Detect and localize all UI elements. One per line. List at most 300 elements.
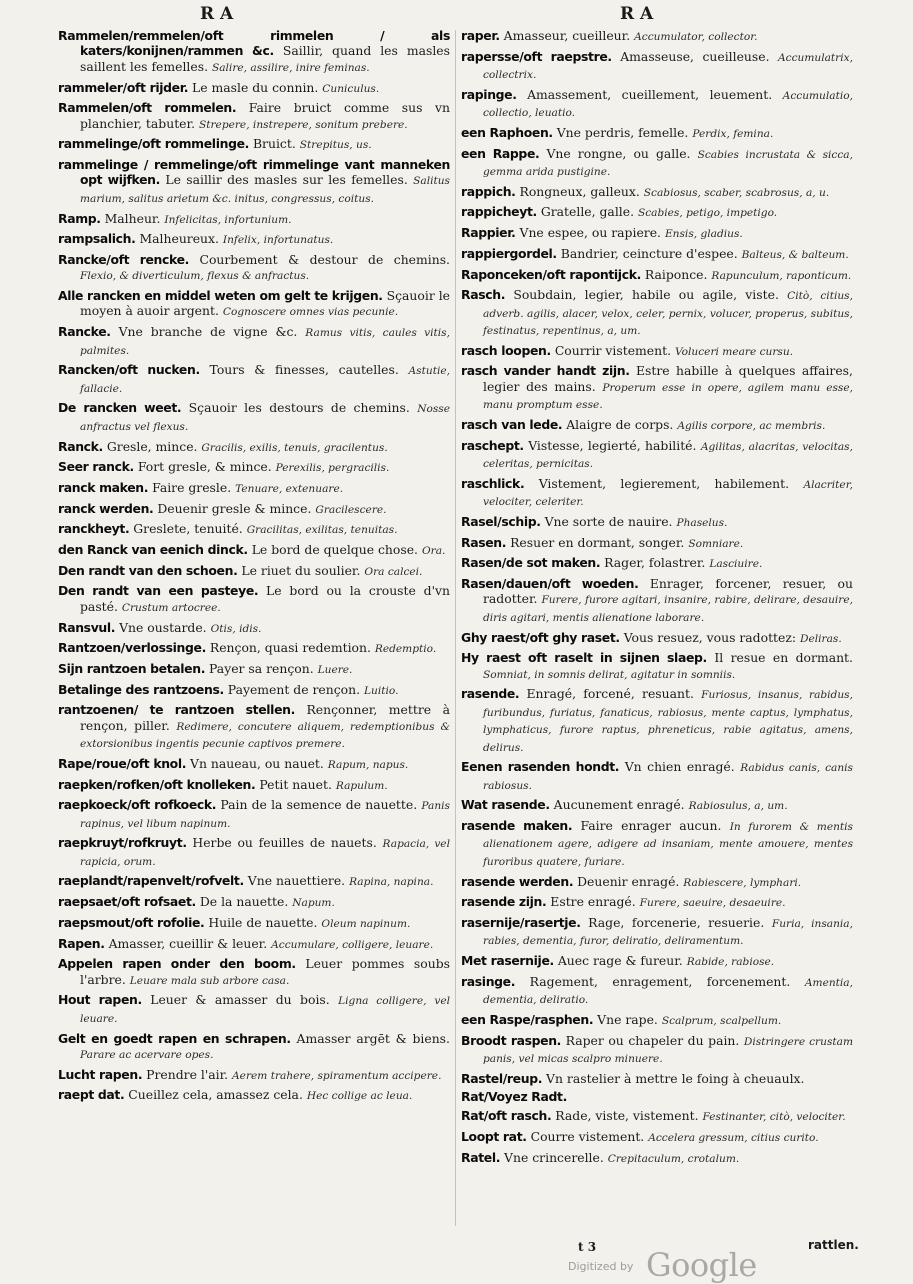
dictionary-entry <box>58 252 450 285</box>
latin-gloss: Strepitus, us. <box>299 139 372 152</box>
running-head-right: R A <box>620 4 654 24</box>
dictionary-entry <box>461 797 853 814</box>
latin-gloss: Phaselus. <box>676 516 728 529</box>
headword: raepkoeck/oft rofkoeck. <box>58 797 217 813</box>
headword: ranck maken. <box>58 479 149 495</box>
latin-gloss: Gracilis, exilis, tenuis, gracilentus. <box>201 441 388 454</box>
headword: Ranck. <box>58 438 103 454</box>
dictionary-entry <box>58 480 450 497</box>
french-gloss: Auec rage & fureur. <box>557 953 683 969</box>
dictionary-entry <box>58 956 450 989</box>
headword: Hout rapen. <box>58 992 142 1008</box>
headword: Den randt van een pasteye. <box>58 583 259 599</box>
dictionary-entry <box>461 818 853 870</box>
dictionary-entry <box>461 1033 853 1068</box>
headword: Broodt raspen. <box>461 1032 562 1048</box>
latin-gloss: Rabide, rabiose. <box>686 956 775 969</box>
latin-gloss: Accumulare, colligere, leuare. <box>271 938 434 951</box>
latin-gloss: Rapacia, vel rapicia, orum. <box>80 838 450 868</box>
latin-gloss: Agilitas, alacritas, velocitas, celeritas, pernicitas. <box>483 440 853 471</box>
latin-gloss: Festinanter, citò, velociter. <box>702 1111 846 1124</box>
latin-gloss: Rabidus canis, canis rabiosus. <box>483 762 853 792</box>
dictionary-entry <box>461 287 853 339</box>
french-gloss: Le saillir des masles sur les femelles. <box>165 172 408 188</box>
headword: raepsaet/oft rofsaet. <box>58 894 196 910</box>
dictionary-entry <box>58 873 450 890</box>
dictionary-entry <box>58 797 450 832</box>
latin-gloss: Cuniculus. <box>322 82 380 95</box>
dictionary-entry <box>461 438 853 473</box>
headword: Rancke/oft rencke. <box>58 251 189 267</box>
dictionary-entry <box>58 521 450 538</box>
latin-gloss: Somniat, in somnis delirat, agitatur in somniis. <box>483 668 736 681</box>
headword: Ratel. <box>461 1149 501 1165</box>
latin-gloss: Redimere, concutere aliquem, redemptionibus & extorsionibus ingentis pecunie captivos premere. <box>80 720 450 751</box>
headword: raschlick. <box>461 475 525 491</box>
dictionary-entry <box>58 211 450 228</box>
running-head-left: R A <box>200 4 234 24</box>
latin-gloss: Ramus vitis, caules vitis, palmites. <box>80 327 450 357</box>
french-gloss: Vn chien enragé. <box>624 759 735 775</box>
dictionary-entry <box>58 915 450 932</box>
page-footer <box>0 1238 913 1284</box>
latin-gloss: Parare ac acervare opes. <box>80 1048 214 1061</box>
french-gloss: Courbement & destour de chemins. <box>199 251 450 267</box>
french-gloss: Bandrier, ceincture d'espee. <box>560 245 738 261</box>
headword: rapersse/oft raepstre. <box>461 48 612 64</box>
latin-gloss: Ligna colligere, vel leuare. <box>80 995 450 1025</box>
left-column <box>58 28 450 1108</box>
headword: Rastel/reup. <box>461 1070 543 1086</box>
headword: Rat/oft rasch. <box>461 1108 552 1124</box>
dictionary-page <box>58 2 866 1232</box>
dictionary-entry <box>58 682 450 699</box>
latin-gloss: Perdix, femina. <box>692 127 774 140</box>
headword: Sijn rantzoen betalen. <box>58 660 206 676</box>
french-gloss: Vne crincerelle. <box>504 1149 604 1165</box>
french-gloss: Tours & finesses, cautelles. <box>209 362 399 378</box>
dictionary-entry <box>461 267 853 284</box>
latin-gloss: Oleum napinum. <box>321 917 411 930</box>
french-gloss: Estre enragé. <box>550 894 636 910</box>
running-head <box>58 2 866 24</box>
headword: Rancken/oft nucken. <box>58 362 200 378</box>
dictionary-entry <box>58 501 450 518</box>
headword: een Rappe. <box>461 145 540 161</box>
french-gloss: Amassement, cueillement, leuement. <box>527 86 773 102</box>
headword: Hy raest oft raselt in sijnen slaep. <box>461 650 707 666</box>
headword: Loopt rat. <box>461 1128 527 1144</box>
latin-gloss: Hec collige ac leua. <box>306 1090 413 1103</box>
dictionary-entry <box>58 439 450 456</box>
french-gloss: Huile de nauette. <box>208 914 318 930</box>
french-gloss: Leuer & amasser du bois. <box>150 992 330 1008</box>
french-gloss: Leuer pommes soubs l'arbre. <box>80 956 450 987</box>
french-gloss: Sçauoir les destours de chemins. <box>188 400 410 416</box>
dictionary-entry <box>58 324 450 359</box>
french-gloss: Courrir vistement. <box>554 342 672 358</box>
dictionary-entry <box>58 936 450 953</box>
latin-gloss: Amentia, dementia, deliratio. <box>483 976 853 1007</box>
french-gloss: Amasser argēt & biens. <box>296 1030 450 1046</box>
dictionary-entry <box>461 630 853 647</box>
dictionary-entry <box>58 157 450 207</box>
french-gloss: Le bord de quelque chose. <box>251 542 418 558</box>
french-gloss: Greslete, tenuité. <box>133 521 243 537</box>
latin-gloss: Lasciuire. <box>709 558 763 571</box>
latin-gloss: Flexio, & diverticulum, flexus & anfractus. <box>80 270 310 283</box>
latin-gloss: Rabiosulus, a, um. <box>688 800 788 813</box>
headword: Alle rancken en middel weten om gelt te krijgen. <box>58 288 383 304</box>
dictionary-entry <box>461 184 853 201</box>
latin-gloss: Distringere crustam panis, vel micas scalpro minuere. <box>483 1035 853 1066</box>
latin-gloss: Redemptio. <box>374 643 437 656</box>
french-gloss: Gresle, mince. <box>106 438 198 454</box>
french-gloss: Rade, viste, vistement. <box>555 1108 699 1124</box>
headword: rasch vander handt zijn. <box>461 363 630 379</box>
french-gloss: Vne oustarde. <box>119 619 207 635</box>
french-gloss: Ragement, enragement, forcenement. <box>529 973 791 989</box>
latin-gloss: Alacriter, velociter, celeriter. <box>483 478 853 509</box>
dictionary-entry <box>461 953 853 970</box>
latin-gloss: Accumulatio, collectio, leuatio. <box>483 89 853 120</box>
dictionary-entry <box>58 28 450 76</box>
latin-gloss: Infelix, infortunatus. <box>222 234 334 247</box>
latin-gloss: Salitus marium, salitus arietum &c. initus, congressus, coitus. <box>80 175 450 205</box>
headword: raepkruyt/rofkruyt. <box>58 835 187 851</box>
latin-gloss: Panis rapinus, vel libum napinum. <box>80 800 450 830</box>
latin-gloss: Rapulum. <box>335 779 388 792</box>
dictionary-entry <box>461 555 853 572</box>
french-gloss: Bruict. <box>252 136 296 152</box>
headword: rammeler/oft rijder. <box>58 79 189 95</box>
dictionary-entry <box>461 1108 853 1125</box>
headword: een Raspe/rasphen. <box>461 1011 594 1027</box>
dictionary-entry <box>461 476 853 511</box>
latin-gloss: Furere, furore agitari, insanire, rabire, delirare, desauire, diris agitari, mentis alienatione laborare. <box>483 594 854 624</box>
dictionary-entry <box>58 100 450 133</box>
latin-gloss: Furia, insania, rabies, dementia, furor, deliratio, deliramentum. <box>483 918 853 948</box>
french-gloss: De la nauette. <box>199 894 289 910</box>
french-gloss: Vne espee, ou rapiere. <box>519 225 661 241</box>
french-gloss: Vn naueau, ou nauet. <box>190 755 324 771</box>
french-gloss: Vne rongne, ou galle. <box>546 145 691 161</box>
dictionary-entry <box>461 1150 853 1167</box>
dictionary-entry <box>58 542 450 559</box>
french-gloss: Alaigre de corps. <box>566 416 674 432</box>
headword: een Raphoen. <box>461 124 553 140</box>
headword: raeplandt/rapenvelt/rofvelt. <box>58 873 244 889</box>
french-gloss: Fort gresle, & mince. <box>137 459 272 475</box>
headword: rammelinge / remmelinge/oft rimmelinge vant manneken opt wijfken. <box>58 157 450 188</box>
dictionary-entry <box>58 563 450 580</box>
french-gloss: Rençonner, mettre à rençon, piller. <box>80 702 450 733</box>
right-column <box>461 28 853 1170</box>
french-gloss: Soubdain, legier, habile ou agile, viste. <box>513 287 779 303</box>
latin-gloss: Rapunculum, raponticum. <box>711 269 852 282</box>
french-gloss: Il resue en dormant. <box>714 650 853 666</box>
dictionary-entry <box>58 702 450 752</box>
headword: Raponceken/oft rapontijck. <box>461 266 641 282</box>
headword: rapinge. <box>461 86 517 102</box>
dictionary-entry <box>58 362 450 397</box>
headword: rantzoenen/ te rantzoen stellen. <box>58 702 295 718</box>
french-gloss: Resuer en dormant, songer. <box>510 534 685 550</box>
latin-gloss: Somniare. <box>688 537 744 550</box>
latin-gloss: Rabiescere, lymphari. <box>683 876 802 889</box>
dictionary-entry <box>461 225 853 242</box>
latin-gloss: Furere, saeuire, desaeuire. <box>639 897 786 910</box>
latin-gloss: Scabiosus, scaber, scabrosus, a, u. <box>643 186 830 199</box>
latin-gloss: Rapina, napina. <box>349 876 434 889</box>
dictionary-entry <box>58 1031 450 1064</box>
latin-gloss: Luitio. <box>364 684 399 697</box>
dictionary-entry <box>461 576 853 626</box>
headword: Ramp. <box>58 210 101 226</box>
latin-gloss: Ensis, gladius. <box>664 228 743 241</box>
french-gloss: Vne nauettiere. <box>247 873 346 889</box>
french-gloss: Amasser, cueillir & leuer. <box>108 935 268 951</box>
dictionary-entry <box>461 246 853 263</box>
french-gloss: Sçauoir le moyen à auoir argent. <box>80 288 450 319</box>
headword: raepken/rofken/oft knolleken. <box>58 776 256 792</box>
french-gloss: Gratelle, galle. <box>540 204 635 220</box>
latin-gloss: Rapum, napus. <box>327 758 409 771</box>
headword: Rasch. <box>461 287 506 303</box>
dictionary-entry <box>461 146 853 181</box>
dictionary-entry <box>461 1129 853 1146</box>
signature-mark: t 3 <box>578 1240 597 1254</box>
dictionary-entry <box>461 1089 853 1104</box>
dictionary-entry <box>58 620 450 637</box>
headword: rammelinge/oft rommelinge. <box>58 136 249 152</box>
french-gloss: Le riuet du soulier. <box>241 562 361 578</box>
google-watermark: Google <box>646 1246 757 1284</box>
latin-gloss: Ora calcei. <box>364 565 423 578</box>
headword: Rasen. <box>461 534 507 550</box>
latin-gloss: Salire, assilire, inire feminas. <box>211 61 370 74</box>
headword: rasinge. <box>461 973 516 989</box>
dictionary-entry <box>461 535 853 552</box>
french-gloss: Pain de la semence de nauette. <box>220 797 418 813</box>
dictionary-entry <box>461 974 853 1009</box>
french-gloss: Vous resuez, vous radottez: <box>623 629 797 645</box>
french-gloss: Vne sorte de nauire. <box>544 513 673 529</box>
dictionary-entry <box>58 756 450 773</box>
latin-gloss: Accumulatrix, collectrix. <box>483 51 853 82</box>
french-gloss: Estre habille à quelques affaires, legier des mains. <box>483 363 853 394</box>
french-gloss: Faire enrager aucun. <box>580 818 722 834</box>
latin-gloss: Scabies incrustata & sicca, gemma arida pustigine. <box>483 148 853 179</box>
dictionary-entry <box>58 459 450 476</box>
french-gloss: Raiponce. <box>644 266 708 282</box>
column-gutter <box>455 30 456 1226</box>
latin-gloss: Astutie, fallacie. <box>80 365 450 395</box>
headword: rasch van lede. <box>461 416 563 432</box>
dictionary-entry <box>461 417 853 434</box>
dictionary-entry <box>58 136 450 153</box>
dictionary-entry <box>461 125 853 142</box>
french-gloss: Rençon, quasi redemtion. <box>209 640 371 656</box>
dictionary-entry <box>461 49 853 84</box>
headword: Rammelen/oft rommelen. <box>58 100 237 116</box>
headword: Rancke. <box>58 324 111 340</box>
french-gloss: Le bord ou la crouste d'vn pasté. <box>80 583 450 614</box>
dictionary-entry <box>461 686 853 756</box>
latin-gloss: Balteus, & balteum. <box>741 248 849 261</box>
headword: Wat rasende. <box>461 797 550 813</box>
french-gloss: Le masle du connin. <box>192 79 319 95</box>
french-gloss: Prendre l'air. <box>146 1066 229 1082</box>
headword: De rancken weet. <box>58 400 182 416</box>
french-gloss: Vne perdris, femelle. <box>556 124 689 140</box>
headword: rasch loopen. <box>461 342 551 358</box>
french-gloss: Faire bruict comme sus vn planchier, tabuter. <box>80 100 450 131</box>
headword: Rasel/schip. <box>461 513 541 529</box>
headword: Den randt van den schoen. <box>58 562 238 578</box>
french-gloss: Rager, folastrer. <box>604 555 706 571</box>
dictionary-entry <box>461 915 853 950</box>
dictionary-entry <box>58 661 450 678</box>
french-gloss: Petit nauet. <box>259 776 332 792</box>
headword: raschept. <box>461 437 524 453</box>
dictionary-entry <box>461 1012 853 1029</box>
headword: rappich. <box>461 183 516 199</box>
headword: rappicheyt. <box>461 204 537 220</box>
headword: Rasen/de sot maken. <box>461 555 601 571</box>
dictionary-entry <box>58 231 450 248</box>
french-gloss: Herbe ou feuilles de nauets. <box>192 835 377 851</box>
french-gloss: Vne rape. <box>597 1011 658 1027</box>
headword: Lucht rapen. <box>58 1066 143 1082</box>
headword: den Ranck van eenich dinck. <box>58 542 248 558</box>
latin-gloss: Strepere, instrepere, sonitum prebere. <box>198 118 408 131</box>
dictionary-entry <box>461 759 853 794</box>
headword: Appelen rapen onder den boom. <box>58 956 296 972</box>
dictionary-entry <box>58 80 450 97</box>
dictionary-entry <box>58 777 450 794</box>
dictionary-entry <box>461 87 853 122</box>
dictionary-entry <box>461 514 853 531</box>
french-gloss: Deuenir enragé. <box>577 873 680 889</box>
catchword: rattlen. <box>808 1238 859 1252</box>
headword: rasende maken. <box>461 818 573 834</box>
latin-gloss: Tenuare, extenuare. <box>235 482 344 495</box>
dictionary-entry <box>461 28 853 45</box>
headword: raept dat. <box>58 1087 125 1103</box>
dictionary-entry <box>58 1087 450 1104</box>
latin-gloss: Properum esse in opere, agilem manu esse, manu promptum esse. <box>483 381 853 412</box>
dictionary-entry <box>461 894 853 911</box>
dictionary-entry <box>461 343 853 360</box>
latin-gloss: Agilis corpore, ac membris. <box>677 419 826 432</box>
headword: rasende. <box>461 686 520 702</box>
french-gloss: Payer sa rençon. <box>209 660 314 676</box>
latin-gloss: Ora. <box>421 545 446 558</box>
dictionary-entry <box>461 650 853 683</box>
french-gloss: Saillir, quand les masles saillent les femelles. <box>80 43 450 74</box>
latin-gloss: Crepitaculum, crotalum. <box>607 1152 740 1165</box>
french-gloss: Vistement, legierement, habilement. <box>538 475 790 491</box>
dictionary-entry <box>58 640 450 657</box>
headword: rappiergordel. <box>461 245 557 261</box>
headword: rasende zijn. <box>461 894 547 910</box>
headword: Rantzoen/verlossinge. <box>58 640 206 656</box>
latin-gloss: Napum. <box>292 897 335 910</box>
french-gloss: Rage, forcenerie, resuerie. <box>588 915 765 930</box>
latin-gloss: Otis, idis. <box>210 622 262 635</box>
latin-gloss: Accumulator, collector. <box>634 31 758 43</box>
headword: ranckheyt. <box>58 521 130 537</box>
headword: ranck werden. <box>58 500 154 516</box>
latin-gloss: Deliras. <box>800 632 842 645</box>
headword: rasernije/rasertje. <box>461 915 581 930</box>
latin-gloss: Voluceri meare cursu. <box>674 345 794 358</box>
dictionary-entry <box>58 583 450 616</box>
french-gloss: Courre vistement. <box>530 1128 645 1144</box>
headword: Rat/Voyez Radt. <box>461 1089 567 1105</box>
french-gloss: Cueillez cela, amassez cela. <box>128 1087 303 1103</box>
latin-gloss: Leuare mala sub arbore casa. <box>129 974 290 987</box>
headword: Ghy raest/oft ghy raset. <box>461 629 620 645</box>
latin-gloss: Crustum artocree. <box>121 601 221 614</box>
latin-gloss: Gracilescere. <box>315 503 387 516</box>
french-gloss: Deuenir gresle & mince. <box>157 500 312 516</box>
latin-gloss: In furorem & mentis alienationem agere, adigere ad insaniam, mente amouere, mentes furoribus quatere, furiare. <box>483 821 853 868</box>
latin-gloss: Gracilitas, exilitas, tenuitas. <box>246 524 398 537</box>
french-gloss: Faire gresle. <box>152 479 232 495</box>
french-gloss: Rongneux, galleux. <box>519 183 640 199</box>
headword: Eenen rasenden hondt. <box>461 759 620 775</box>
french-gloss: Payement de rençon. <box>227 681 361 697</box>
latin-gloss: Scalprum, scalpellum. <box>661 1014 782 1027</box>
headword: Rasen/dauen/oft woeden. <box>461 576 639 592</box>
dictionary-entry <box>58 894 450 911</box>
french-gloss: Aucunement enragé. <box>553 797 685 813</box>
dictionary-entry <box>58 1067 450 1084</box>
latin-gloss: Aerem trahere, spiramentum accipere. <box>232 1069 442 1082</box>
headword: Rapen. <box>58 935 105 951</box>
headword: Betalinge des rantzoens. <box>58 681 224 697</box>
headword: Met rasernije. <box>461 953 554 969</box>
headword: Rappier. <box>461 225 516 241</box>
headword: Rammelen/remmelen/oft rimmelen / als katers/konijnen/rammen &c. <box>58 28 450 59</box>
latin-gloss: Citò, citius, adverb. agilis, alacer, velox, celer, pernix, volucer, properus, subitus, festinatus, repentinus, a, um. <box>483 290 853 338</box>
latin-gloss: Perexilis, pergracilis. <box>275 462 390 475</box>
headword: rampsalich. <box>58 231 136 247</box>
french-gloss: Enragé, forcené, resuant. <box>526 686 694 702</box>
dictionary-entry <box>58 835 450 870</box>
french-gloss: Malheureux. <box>139 231 219 247</box>
latin-gloss: Infelicitas, infortunium. <box>164 213 292 226</box>
french-gloss: Raper ou chapeler du pain. <box>565 1032 740 1048</box>
headword: raepsmout/oft rofolie. <box>58 914 205 930</box>
latin-gloss: Luere. <box>317 663 353 676</box>
headword: raper. <box>461 28 500 43</box>
dictionary-entry <box>461 874 853 891</box>
latin-gloss: Nosse anfractus vel flexus. <box>80 403 450 433</box>
dictionary-entry <box>58 400 450 435</box>
headword: Seer ranck. <box>58 459 134 475</box>
latin-gloss: Scabies, petigo, impetigo. <box>637 207 778 220</box>
headword: rasende werden. <box>461 873 574 889</box>
dictionary-entry <box>58 288 450 321</box>
latin-gloss: Cognoscere omnes vias pecunie. <box>222 306 399 319</box>
french-gloss: Vne branche de vigne &c. <box>118 324 298 340</box>
french-gloss: Enrager, forcener, resuer, ou radotter. <box>483 576 853 607</box>
latin-gloss: Furiosus, insanus, rabidus, furibundus, furiatus, fanaticus, rabiosus, mente captus, lymphatus, lymphaticus, furore raptus, phreneticus, rabie agitatus, amens, delirus. <box>483 689 853 754</box>
dictionary-entry <box>461 1071 853 1086</box>
